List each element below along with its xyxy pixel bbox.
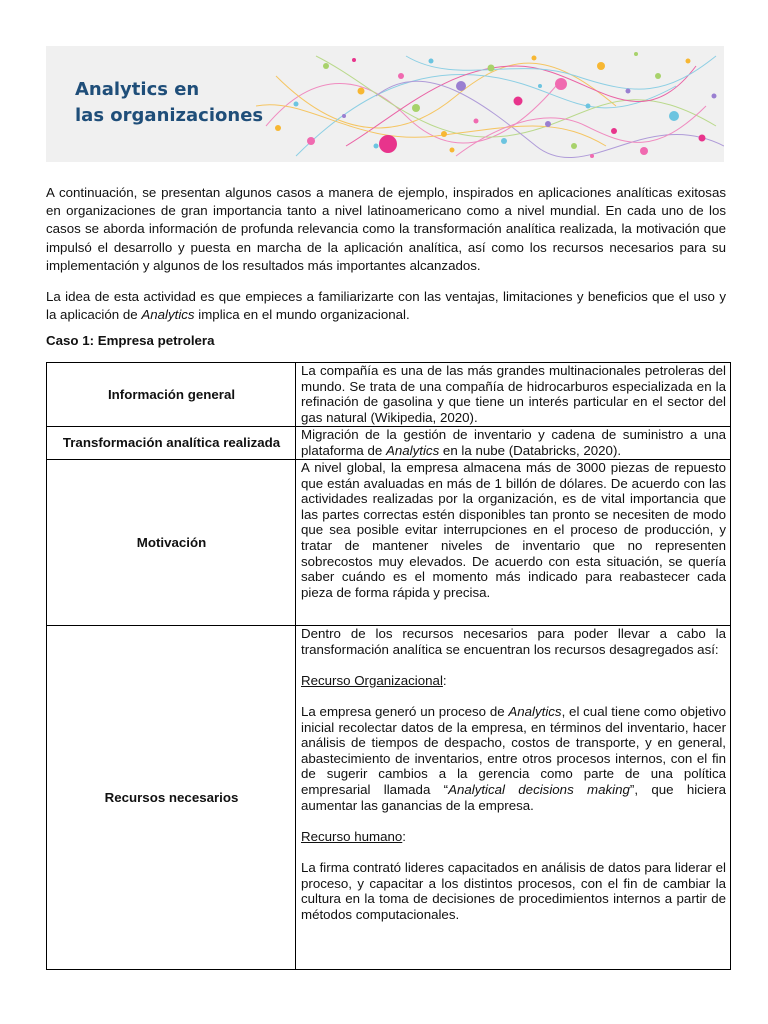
title-line-2: las organizaciones: [75, 105, 264, 126]
row-label-transformacion: Transformación analítica realizada: [47, 427, 296, 460]
org-text-start: La empresa generó un proceso de: [301, 703, 509, 719]
case-1-title: Caso 1: Empresa petrolera: [46, 333, 215, 348]
title-line-1: Analytics en: [75, 79, 200, 100]
analytics-term: Analytics: [141, 307, 195, 323]
intro-paragraph-1: A continuación, se presentan algunos casos a manera de ejemplo, inspirados en aplicaciones analíticas exitosas en organizaciones de gran importancia tanto a nivel latinoamericano como a nivel mundial. En cada uno de los casos se aborda información de profunda relevancia como la transformación analítica realizada, la motivación que impulsó el desarrollo y puesta en marcha de la aplicación analítica, así como los recursos necesarios para su implementación y algunos de los resultados más importantes alcanzados.: [46, 185, 726, 273]
analytics-term: Analytics: [508, 703, 562, 719]
table-row: [47, 460, 731, 626]
row-content-recursos: [296, 626, 731, 970]
row-label-informacion-general: Información general: [47, 363, 296, 427]
row-content-motivacion: A nivel global, la empresa almacena más de 3000 piezas de repuesto que están avaluadas en más de 1 billón de dólares. De acuerdo con las actividades realizadas por la organización, es de vital importancia que las partes correctas estén disponibles tan pronto se necesiten de modo que sea posible evitar interrupciones en el proceso de producción, y tratar de mantener niveles de inventario que no representen sobrecostos muy elevados. De acuerdo con esta situación, se quería saber cuándo es el momento más indicado para reabastecer cada pieza de forma rápida y precisa.: [296, 460, 731, 626]
recurso-humano-heading: Recurso humano: [301, 828, 403, 844]
table-row: [47, 427, 731, 460]
recursos-intro: Dentro de los recursos necesarios para poder llevar a cabo la transformación analítica se encuentran los recursos desagregados así:: [301, 626, 726, 657]
table-row: [47, 626, 731, 970]
transformacion-text-end: en la nube (Databricks, 2020).: [439, 442, 622, 458]
paragraph-2-text-start: La idea de esta actividad es que empieces a familiarizarte con las ventajas, limitaciones y beneficios que el uso y la aplicación de: [46, 289, 726, 323]
org-text-end: ”, que hiciera aumentar las ganancias de la empresa.: [301, 781, 726, 813]
transformacion-text-start: Migración de la gestión de inventario y cadena de suministro a una plataforma de: [301, 427, 726, 458]
human-resource-text: La firma contrató lideres capacitados en análisis de datos para liderar el proceso, y capacitar a los distintos procesos, con el fin de cambiar la cultura en la toma de decisiones de procedimientos internos a partir de métodos computacionales.: [301, 859, 726, 922]
row-content-transformacion: [296, 427, 731, 460]
analytics-term: Analytics: [386, 442, 440, 458]
case-1-table: [46, 362, 731, 970]
row-label-recursos: Recursos necesarios: [47, 626, 296, 970]
row-content-informacion-general: La compañía es una de las más grandes multinacionales petroleras del mundo. Se trata de una compañía de hidrocarburos especializada en la refinación de gasolina y que tiene un interés particular en el sector del gas natural (Wikipedia, 2020).: [296, 363, 731, 427]
heading-colon: :: [442, 672, 447, 688]
network-dots-illustration: [256, 46, 724, 162]
recurso-organizacional-heading: Recurso Organizacional: [301, 672, 443, 688]
heading-colon: :: [402, 828, 406, 844]
org-text-middle: , el cual tiene como objetivo inicial recolectar datos de la empresa, en términos del inventario, hacer análisis de tiempos de despacho, costos de transporte, y en general, abastecimiento de inventarios, entre otros procesos internos, con el fin de sugerir cambios a la gerencia como parte de una política empresarial llamada “: [301, 703, 727, 797]
header-banner: [46, 46, 724, 162]
intro-paragraph-2: [46, 288, 726, 324]
paragraph-2-text-end: implica en el mundo organizacional.: [194, 307, 410, 323]
page-title: [75, 77, 263, 129]
analytical-decisions-term: Analytical decisions making: [448, 781, 630, 797]
table-row: [47, 363, 731, 427]
row-label-motivacion: Motivación: [47, 460, 296, 626]
